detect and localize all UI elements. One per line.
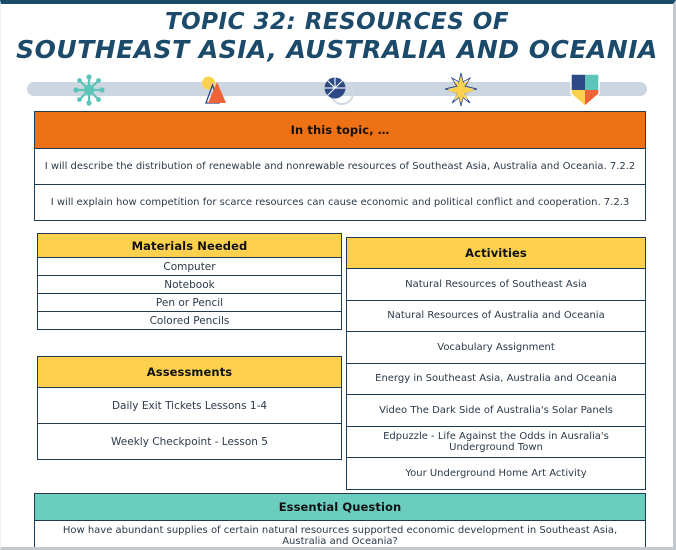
activities-panel: [346, 237, 646, 490]
objective-row: I will describe the distribution of renewable and nonrewable resources of Southeast Asia, Australia and Oceania. 7.2.2: [35, 148, 645, 184]
materials-needed-header: Materials Needed: [38, 234, 341, 257]
essential-question-panel: [34, 493, 646, 550]
in-this-topic-header: In this topic, …: [35, 112, 645, 148]
assessments-item: Weekly Checkpoint - Lesson 5: [38, 423, 341, 459]
icon-strip: [1, 70, 673, 110]
activities-item[interactable]: Natural Resources of Southeast Asia: [347, 268, 645, 300]
assessments-header: Assessments: [38, 357, 341, 387]
mountain-sun-icon: [193, 70, 233, 110]
materials-item: Computer: [38, 257, 341, 275]
right-column: [346, 237, 646, 490]
title-line-1: TOPIC 32: RESOURCES OF: [164, 9, 510, 35]
page-title: [1, 4, 673, 64]
materials-item: Notebook: [38, 275, 341, 293]
shield-quadrant-icon: [565, 70, 605, 110]
activities-item[interactable]: Video The Dark Side of Australia's Solar Panels: [347, 394, 645, 426]
assessments-item: Daily Exit Tickets Lessons 1-4: [38, 387, 341, 423]
activities-item[interactable]: Edpuzzle - Life Against the Odds in Ausralia's Underground Town: [347, 426, 645, 458]
objective-row: I will explain how competition for scarce resources can cause economic and political conflict and cooperation. 7.2.3: [35, 184, 645, 220]
materials-item: Colored Pencils: [38, 311, 341, 329]
left-column: [37, 233, 342, 460]
activities-item[interactable]: Energy in Southeast Asia, Australia and Oceania: [347, 363, 645, 395]
globe-icon: [317, 70, 357, 110]
essential-question-text: How have abundant supplies of certain natural resources supported economic development in Southeast Asia, Australia and Oceania?: [35, 520, 645, 550]
in-this-topic-panel: [34, 111, 646, 221]
sun-burst-icon: [441, 70, 481, 110]
activities-item[interactable]: Your Underground Home Art Activity: [347, 457, 645, 489]
activities-item[interactable]: Natural Resources of Australia and Oceania: [347, 300, 645, 332]
title-line-2: SOUTHEAST ASIA, AUSTRALIA AND OCEANIA: [16, 34, 658, 64]
activities-header: Activities: [347, 238, 645, 268]
materials-item: Pen or Pencil: [38, 293, 341, 311]
activities-item[interactable]: Vocabulary Assignment: [347, 331, 645, 363]
molecule-icon: [69, 70, 109, 110]
materials-needed-panel: [37, 233, 342, 330]
assessments-panel: [37, 356, 342, 460]
essential-question-header: Essential Question: [35, 494, 645, 520]
